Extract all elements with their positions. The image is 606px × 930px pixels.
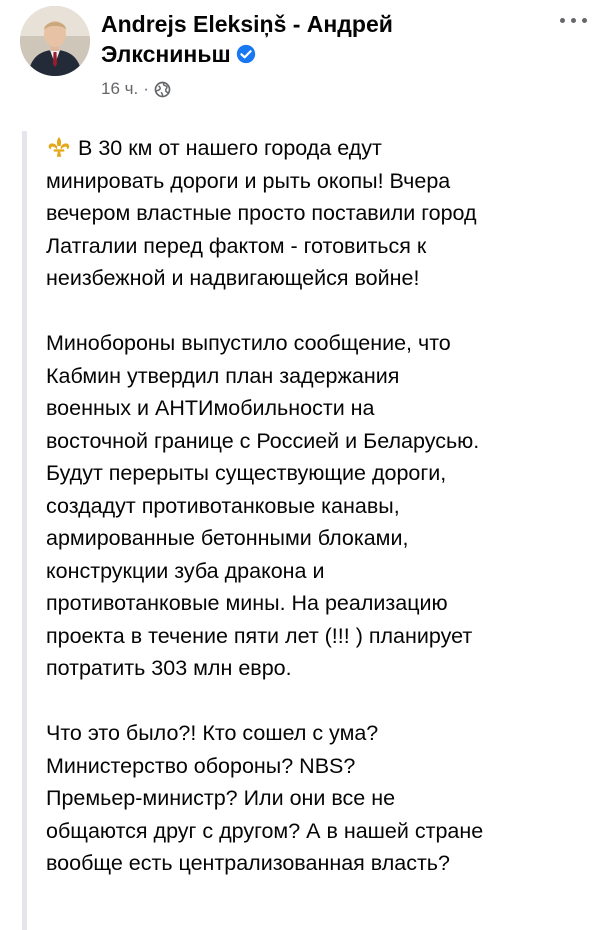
text-line <box>46 132 594 165</box>
text-line: армированные бетонными блоками, <box>46 526 409 550</box>
post-text <box>46 132 594 912</box>
quote-bar <box>22 131 27 930</box>
author-name[interactable] <box>101 9 521 69</box>
text-line: создадут противотанковые канавы, <box>46 493 400 518</box>
text-line: восточной границе с Россией и Беларусью. <box>46 428 480 453</box>
text-line: конструкции зуба дракона и <box>46 558 325 583</box>
text-line: Что это было?! Кто сошел с ума? <box>46 721 379 745</box>
paragraph-2 <box>46 327 594 685</box>
text-line: неизбежной и надвигающейся войне! <box>46 266 420 290</box>
text-line: Министерство обороны? NBS? <box>46 753 356 778</box>
line-text: В 30 км от нашего города едут <box>78 136 382 160</box>
text-line: минировать дороги и рыть окопы! Вчера <box>46 168 451 193</box>
post-header <box>0 0 606 112</box>
post-meta <box>101 78 171 100</box>
meta-separator: · <box>143 79 149 98</box>
globe-icon[interactable] <box>154 81 171 98</box>
text-line: противотанковые мины. На реализацию <box>46 591 448 615</box>
text-line: общаются друг с другом? А в нашей стране <box>46 818 484 843</box>
text-line: Кабмин утвердил план задержания <box>46 363 400 388</box>
text-line: Минобороны выпустило сообщение, что <box>46 331 451 355</box>
text-line: проекта в течение пяти лет (!!! ) планирует <box>46 623 473 648</box>
text-line: вообще есть централизованная власть? <box>46 851 450 875</box>
text-line: потратить 303 млн евро. <box>46 656 292 680</box>
text-line: Премьер-министр? Или они все не <box>46 786 396 810</box>
fleur-de-lis-icon <box>46 136 72 158</box>
author-avatar[interactable] <box>20 6 90 76</box>
post-timestamp[interactable]: 16 ч. <box>101 79 139 98</box>
text-line: Будут перерыты существующие дороги, <box>46 461 447 485</box>
more-options-icon[interactable] <box>554 6 594 34</box>
text-line: военных и АНТИмобильности на <box>46 396 375 420</box>
paragraph-1 <box>46 132 594 295</box>
author-name-line2: Элксниньш <box>101 41 231 67</box>
text-line: Латгалии перед фактом - готовиться к <box>46 233 427 258</box>
author-name-line1: Andrejs Eleksiņš - Андрей <box>101 11 393 37</box>
verified-badge-icon <box>235 43 257 65</box>
text-line: вечером властные просто поставили город <box>46 201 477 225</box>
paragraph-3 <box>46 717 594 880</box>
